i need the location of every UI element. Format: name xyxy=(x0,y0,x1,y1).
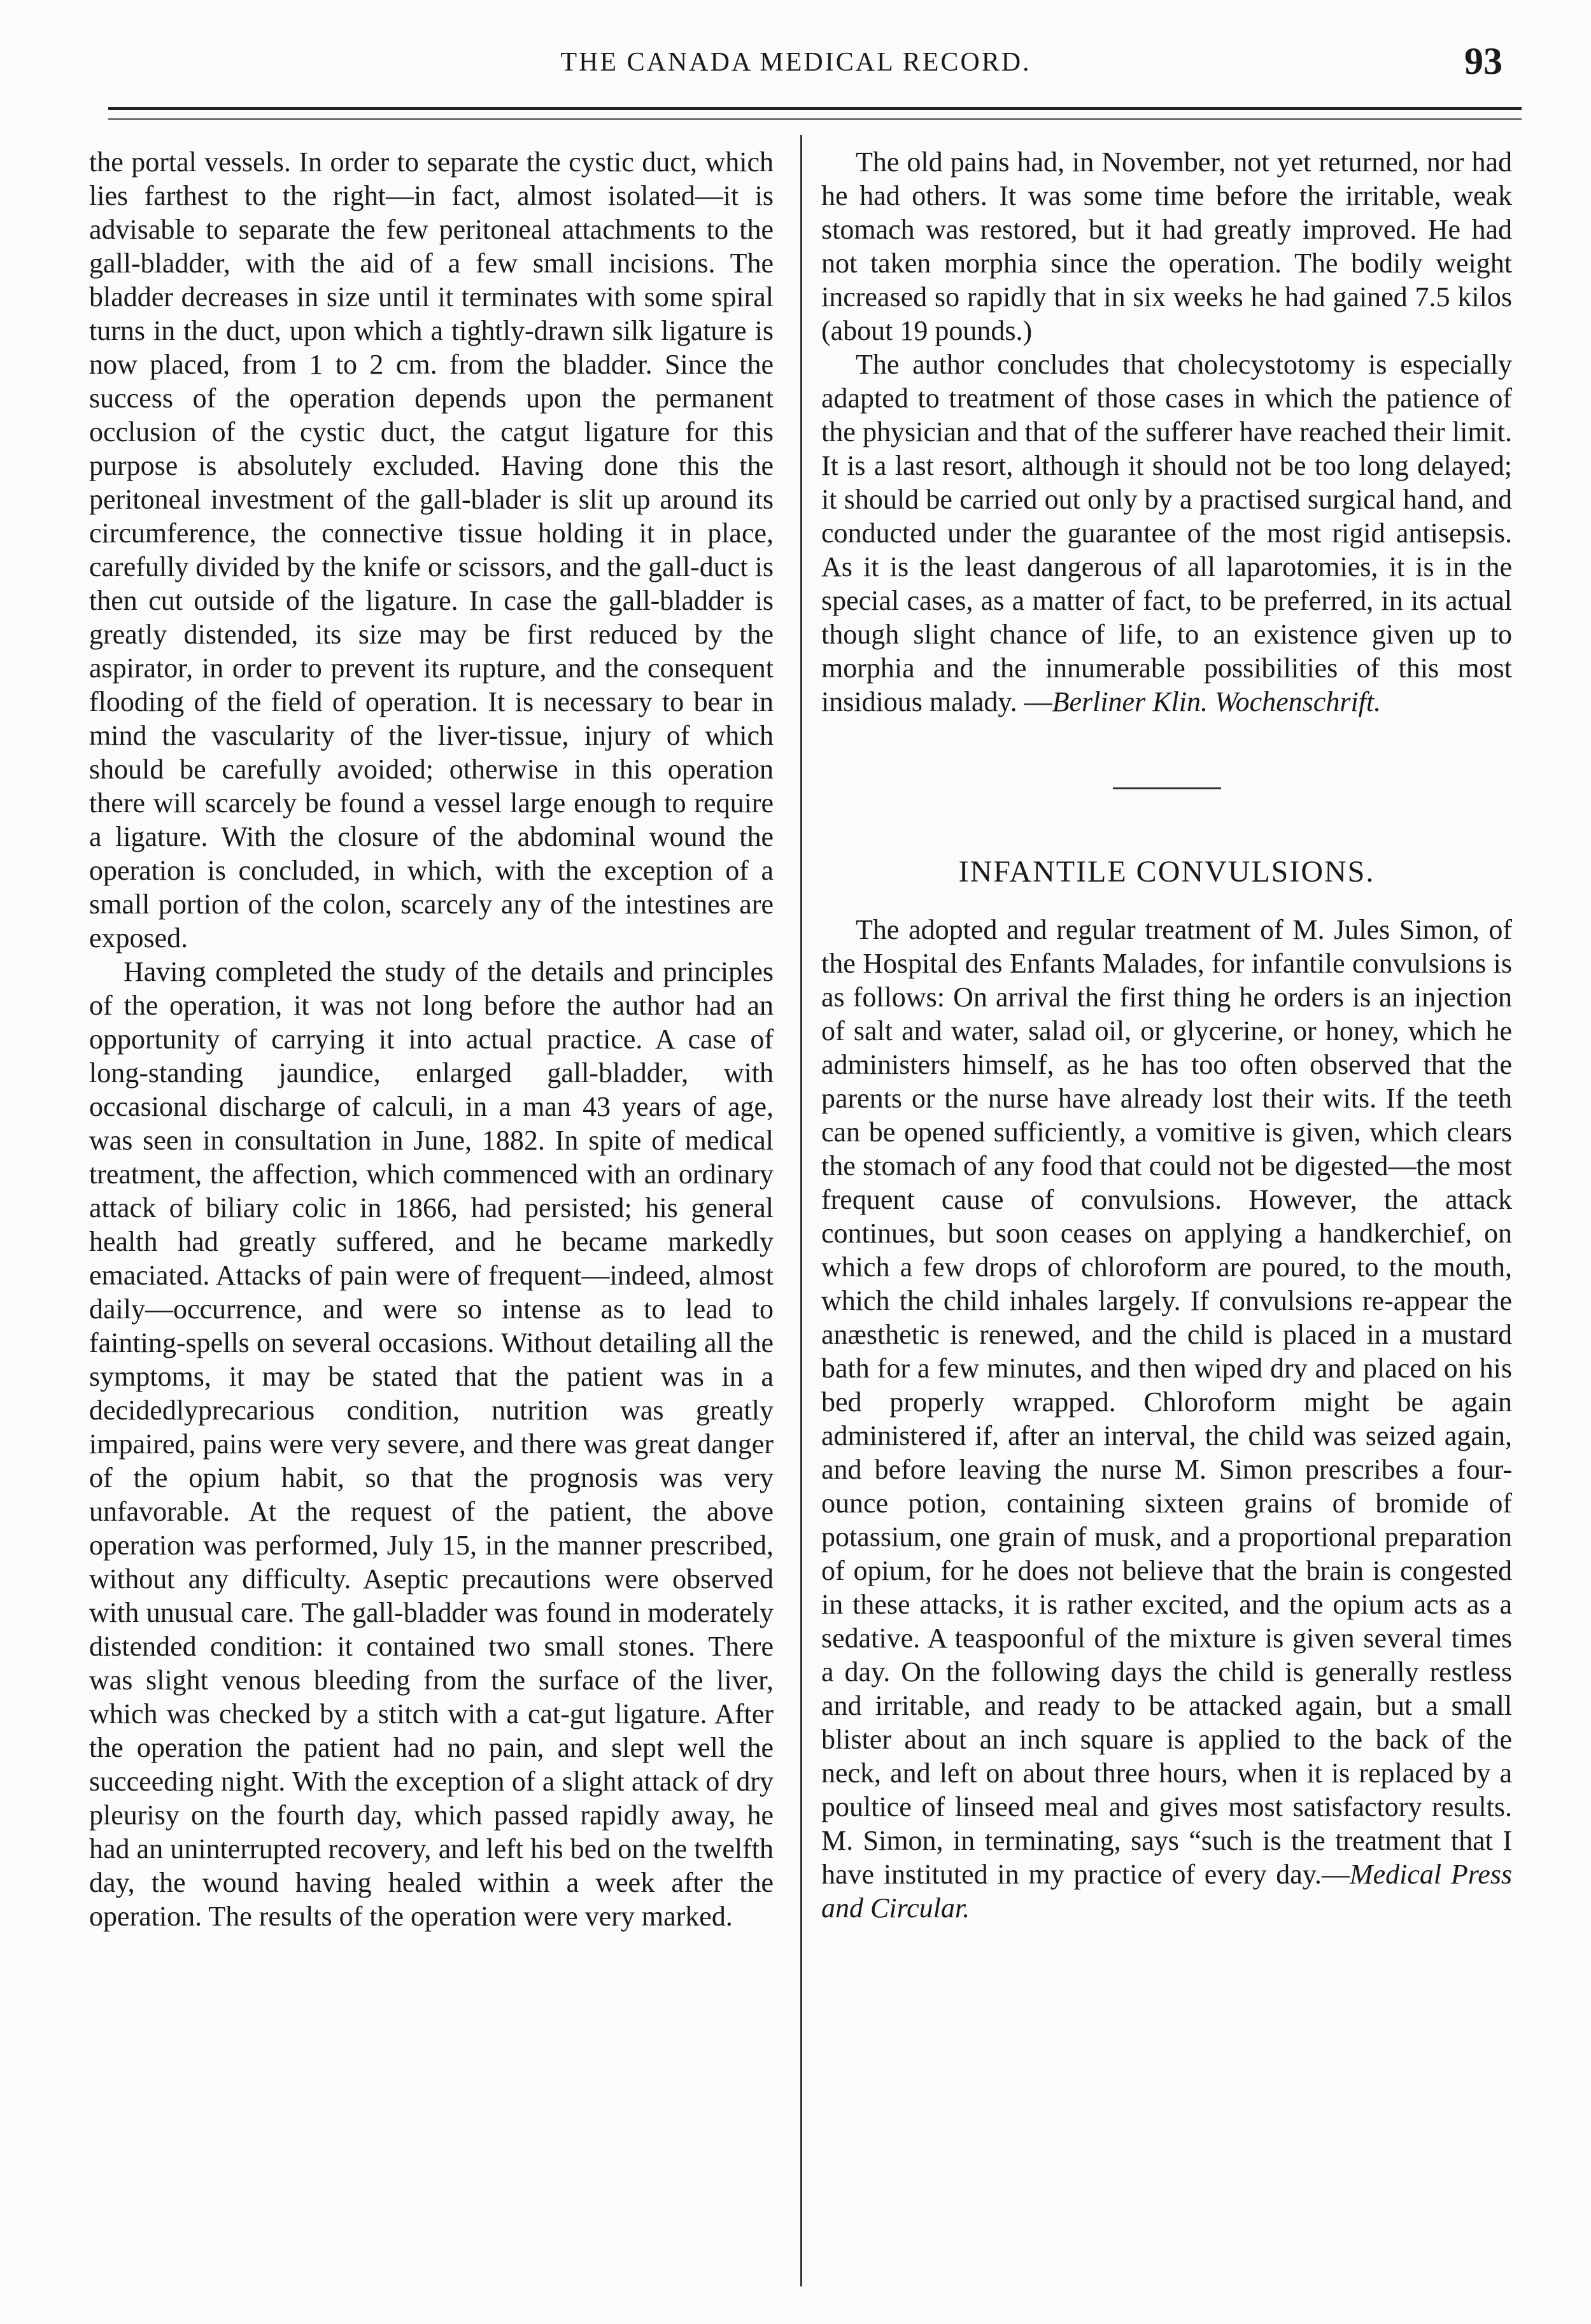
right-paragraph-3-text: The adopted and regular treatment of M. Jules Simon, of the Hospital des Enfants Malades, for infantile convulsions is as follows: On arrival the first thing he orders is an injection of salt and water, salad oil, or glycerine, or honey, which he administers himself, as he has too often observed that the parents or the nurse have already lost their wits. If the teeth can be opened sufficiently, a vomitive is given, which clears the stomach of any food that could not be digested—the most frequent cause of convulsions. However, the attack continues, but soon ceases on applying a handkerchief, on which a few drops of chloroform are poured, to the mouth, which the child inhales largely. If convulsions re-appear the anæsthetic is renewed, and the child is placed in a mustard bath for a few minutes, and then wiped dry and placed on his bed properly wrapped. Chloroform might be again administered if, after an interval, the child was seized again, and before leaving the nurse M. Simon prescribes a four-ounce potion, containing sixteen grains of bromide of potassium, one grain of musk, and a proportional preparation of opium, for he does not believe that the brain is congested in these attacks, it is rather excited, and the opium acts as a sedative. A teaspoonful of the mixture is given several times a day. On the following days the child is generally restless and irritable, and ready to be attacked again, but a small blister about an inch square is applied to the back of the neck, and left on about three hours, when it is replaced by a poultice of linseed meal and gives most satisfactory results. M. Simon, in terminating, says “such is the treatment that I have instituted in my practice of every day.— xyxy=(821,914,1512,1890)
running-title: THE CANADA MEDICAL RECORD. xyxy=(560,48,1031,77)
right-paragraph-3 xyxy=(821,913,1512,1925)
source-citation-berliner: Berliner Klin. Wochenschrift. xyxy=(1052,686,1382,717)
right-paragraph-2 xyxy=(821,348,1512,719)
left-paragraph-1: the portal vessels. In order to separate the cystic duct, which lies farthest to the right—in fact, almost isolated—it is advisable to separate the few peritoneal attachments to the gall-bladder, with the aid of a few small incisions. The bladder decreases in size until it terminates with some spiral turns in the duct, upon which a tightly-drawn silk ligature is now placed, from 1 to 2 cm. from the bladder. Since the success of the operation depends upon the permanent occlusion of the cystic duct, the catgut ligature for this purpose is absolutely excluded. Having done this the peritoneal investment of the gall-blader is slit up around its circumference, the connective tissue holding it in place, carefully divided by the knife or scissors, and the gall-duct is then cut outside of the ligature. In case the gall-bladder is greatly distended, its size may be first reduced by the aspirator, in order to prevent its rupture, and the consequent flooding of the field of operation. It is necessary to bear in mind the vascularity of the liver-tissue, injury of which should be carefully avoided; otherwise in this operation there will scarcely be found a vessel large enough to require a ligature. With the closure of the abdominal wound the operation is concluded, in which, with the exception of a small portion of the colon, scarcely any of the intestines are exposed. xyxy=(89,146,774,954)
source-citation-medical-press: Medical Press and Circular. xyxy=(821,1859,1512,1924)
column-divider xyxy=(800,135,802,2286)
left-paragraph-2: Having completed the study of the details and principles of the operation, it was not long before the author had an opportunity of carrying it into actual practice. A case of long-standing jaundice, enlarged gall-bladder, with occasional discharge of calculi, in a man 43 years of age, was seen in consultation in June, 1882. In spite of medical treatment, the affection, which commenced with an ordinary attack of biliary colic in 1866, had persisted; his general health had greatly suffered, and he became markedly emaciated. Attacks of pain were of frequent—indeed, almost daily—occurrence, and were so intense as to lead to fainting-spells on several occasions. Without detailing all the symptoms, it may be stated that the patient was in a decidedlyprecarious condition, nutrition was greatly impaired, pains were very severe, and there was great danger of the opium habit, so that the prognosis was very unfavorable. At the request of the patient, the above operation was performed, July 15, in the manner prescribed, without any difficulty. Aseptic precautions were observed with unusual care. The gall-bladder was found in moderately distended condition: it contained two small stones. There was slight venous bleeding from the surface of the liver, which was checked by a stitch with a cat-gut ligature. After the operation the patient had no pain, and slept well the succeeding night. With the exception of a slight attack of dry pleurisy on the fourth day, which passed rapidly away, he had an uninterrupted recovery, and left his bed on the twelfth day, the wound having healed within a week after the operation. The results of the operation were very marked. xyxy=(89,956,774,1932)
header-rule-thick xyxy=(108,107,1522,110)
right-paragraph-1: The old pains had, in November, not yet returned, nor had he had others. It was some time before the irritable, weak stomach was restored, but it had greatly improved. He had not taken morphia since the operation. The bodily weight increased so rapidly that in six weeks he had gained 7.5 kilos (about 19 pounds.) xyxy=(821,146,1512,346)
page-header xyxy=(89,38,1503,89)
page-number: 93 xyxy=(1464,40,1503,82)
right-paragraph-2-text: The author concludes that cholecystotomy is especially adapted to treatment of those cases in which the patience of the physician and that of the sufferer have reached their limit. It is a last resort, although it should not be too long delayed; it should be carried out only by a practised surgical hand, and conducted under the guarantee of the most rigid antisepsis. As it is the least dangerous of all laparotomies, it is in the special cases, as a matter of fact, to be preferred, in its actual though slight chance of life, to an existence given up to morphia and the innumerable possibilities of this most insidious malady. — xyxy=(821,349,1512,717)
right-column xyxy=(821,145,1512,1925)
section-title: INFANTILE CONVULSIONS. xyxy=(958,855,1375,889)
section-separator xyxy=(1113,787,1221,789)
header-rule-thin xyxy=(108,118,1522,120)
left-column xyxy=(89,145,774,1933)
